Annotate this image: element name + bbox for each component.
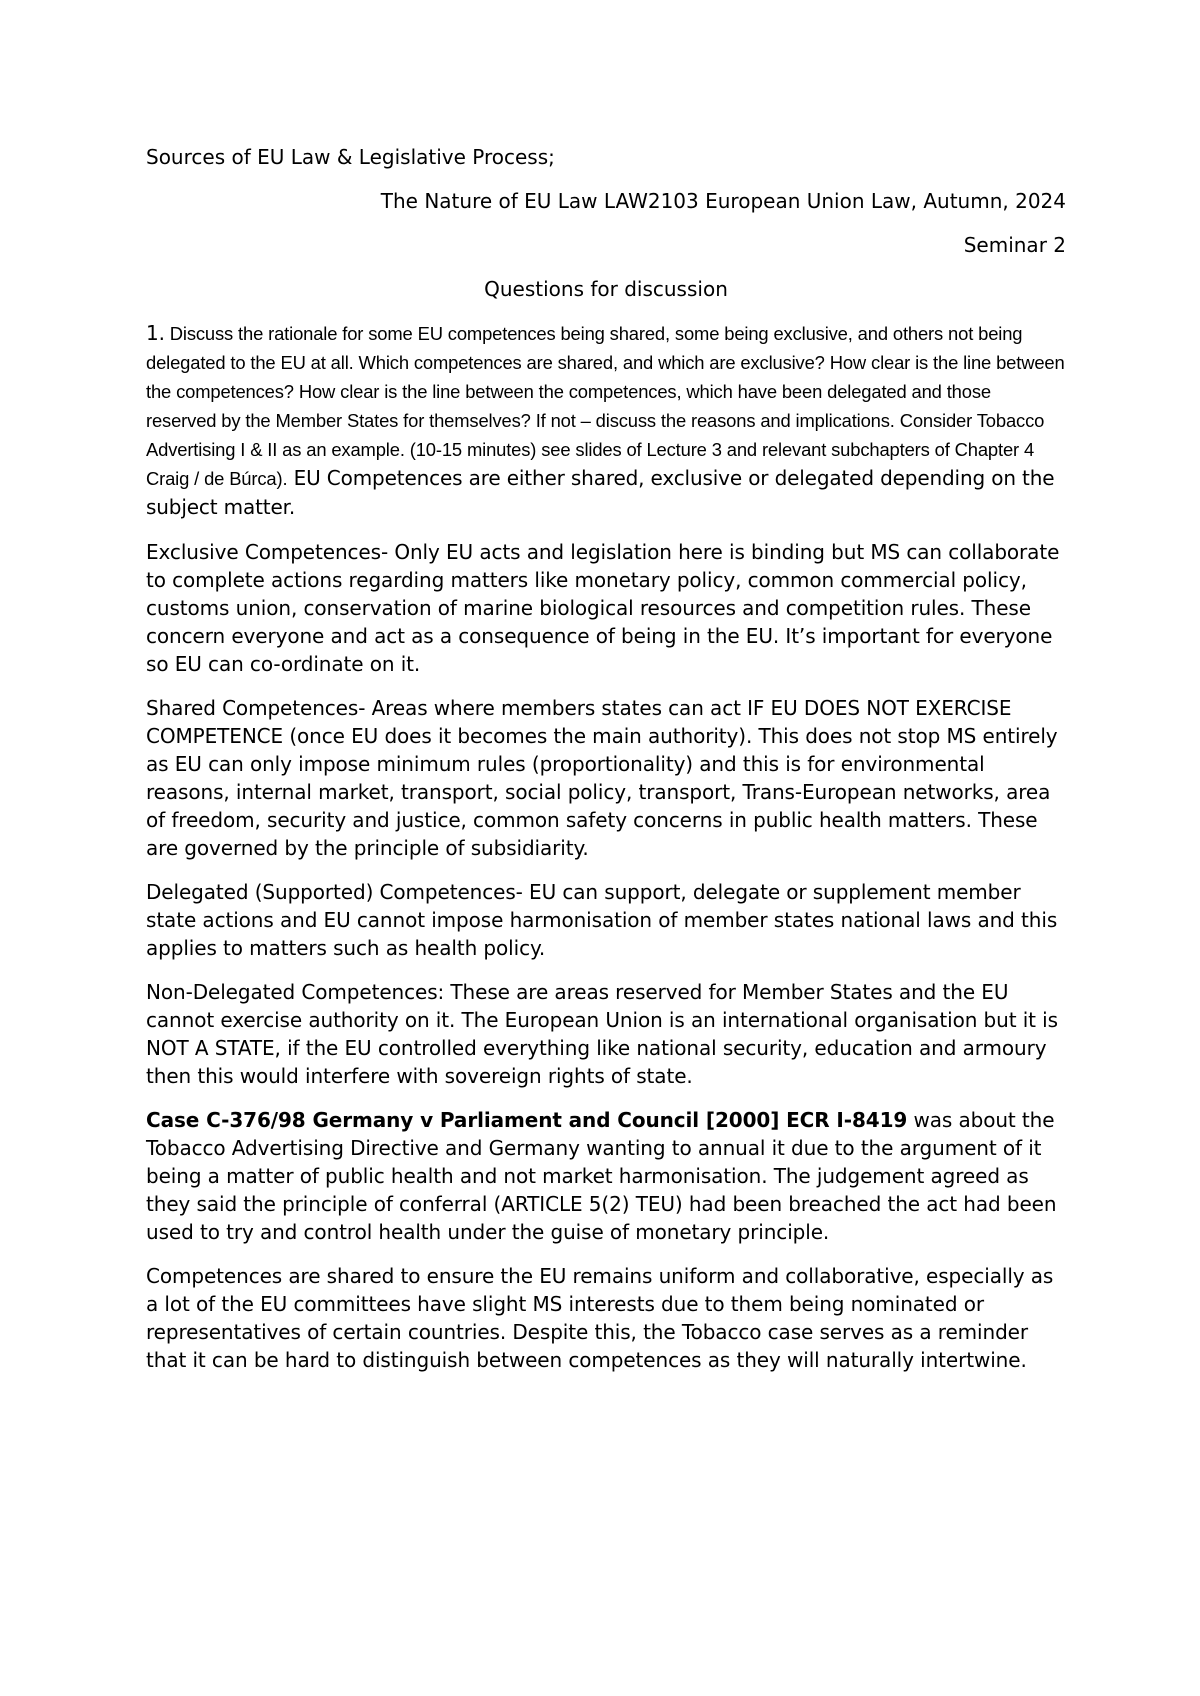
seminar-label: Seminar 2 <box>963 233 1066 257</box>
question-answer-intro: EU Competences are either shared, exclusive or delegated depending on the subject matter. <box>146 466 1055 519</box>
paragraph-delegated-competences: Delegated (Supported) Competences- EU can support, delegate or supplement member state actions and EU cannot impose harmonisation of member states national laws and this applies to matters such as health policy. <box>146 880 1058 960</box>
question-number: 1. <box>146 321 165 345</box>
case-text: was about the Tobacco Advertising Directive and Germany wanting to annual it due to the argument of it being a matter of public health and not market harmonisation. The judgement agreed as they said the principle of conferral (ARTICLE 5(2) TEU) had been breached the act had been used to try and control health under the guise of monetary principle. <box>146 1108 1057 1244</box>
case-citation: Case C-376/98 Germany v Parliament and Council [2000] ECR I-8419 <box>146 1108 908 1132</box>
paragraph-shared-competences: Shared Competences- Areas where members states can act IF EU DOES NOT EXERCISE COMPETENCE (once EU does it becomes the main authority). This does not stop MS entirely as EU can only impose minimum rules (proportionality) and this is for environmental reasons, internal market, transport, social policy, transport, Trans-European networks, area of freedom, security and justice, common safety concerns in public health matters. These are governed by the principle of subsidiarity. <box>146 696 1058 860</box>
paragraph-case <box>146 1106 1066 1246</box>
paragraph-exclusive-competences: Exclusive Competences- Only EU acts and legislation here is binding but MS can collaborate to complete actions regarding matters like monetary policy, common commercial policy, customs union, conservation of marine biological resources and competition rules. These concern everyone and act as a consequence of being in the EU. It’s important for everyone so EU can co-ordinate on it. <box>146 540 1060 676</box>
paragraph-conclusion: Competences are shared to ensure the EU remains uniform and collaborative, especially as a lot of the EU committees have slight MS interests due to them being nominated or representatives of certain countries. Despite this, the Tobacco case serves as a reminder that it can be hard to distinguish between competences as they will naturally intertwine. <box>146 1264 1054 1372</box>
questions-heading: Questions for discussion <box>484 277 728 301</box>
document-page <box>146 143 1066 1374</box>
question-text: Discuss the rationale for some EU competences being shared, some being exclusive, and others not being delegated to the EU at all. Which competences are shared, and which are exclusive? How clear is the line between the competences? How clear is the line between the competences, which have been delegated and those reserved by the Member States for themselves? If not – discuss the reasons and implications. Consider Tobacco Advertising I & II as an example. (10-15 minutes) see slides of Lecture 3 and relevant subchapters of Chapter 4 Craig / de Búrca). <box>146 323 1065 489</box>
question-1 <box>146 319 1066 522</box>
paragraph-non-delegated-competences: Non-Delegated Competences: These are areas reserved for Member States and the EU cannot exercise authority on it. The European Union is an international organisation but it is NOT A STATE, if the EU controlled everything like national security, education and armoury then this would interfere with sovereign rights of state. <box>146 980 1058 1088</box>
document-title: Sources of EU Law & Legislative Process; <box>146 145 555 169</box>
document-subtitle: The Nature of EU Law LAW2103 European Union Law, Autumn, 2024 <box>380 189 1066 213</box>
